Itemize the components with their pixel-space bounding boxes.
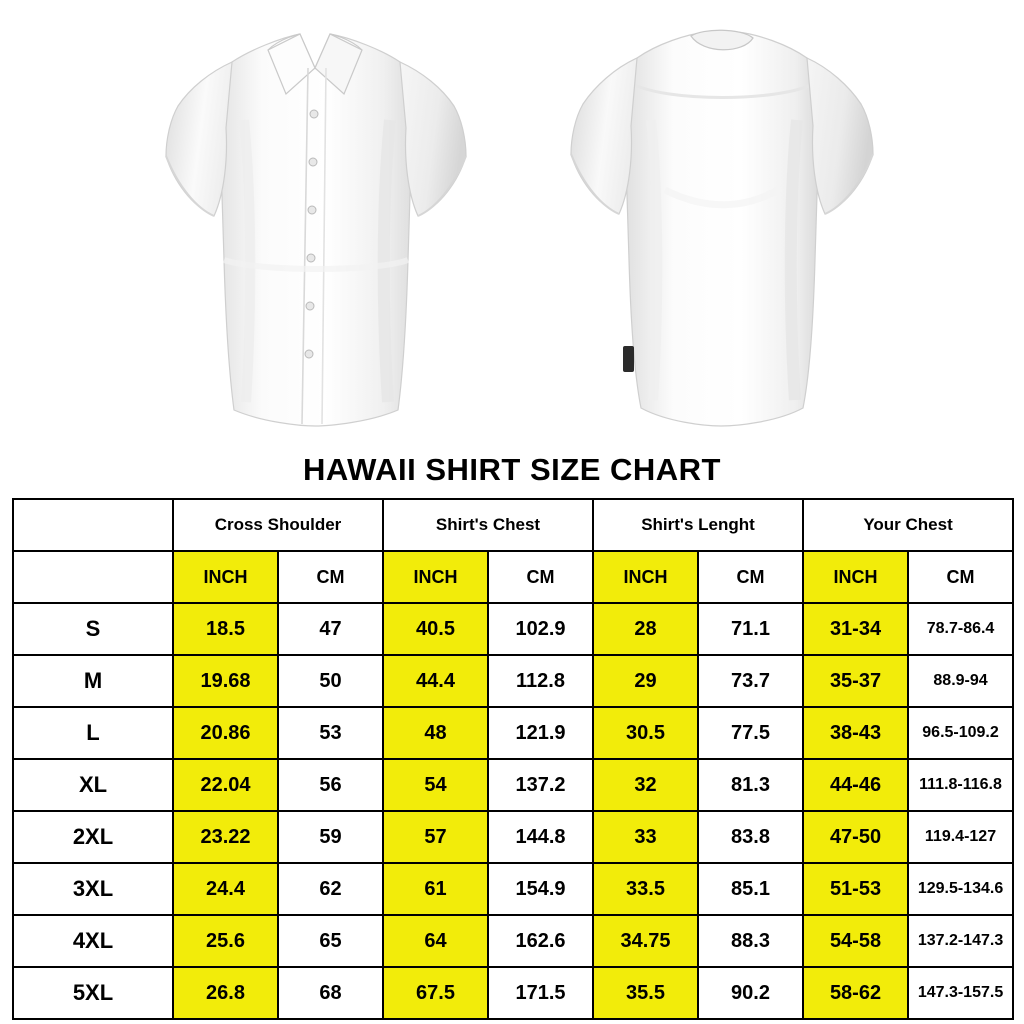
cell-chest-cm: 137.2 xyxy=(488,759,593,811)
table-row xyxy=(13,915,1013,967)
cell-your-chest-inch: 38-43 xyxy=(803,707,908,759)
cell-your-chest-cm: 111.8-116.8 xyxy=(908,759,1013,811)
cell-your-chest-inch: 54-58 xyxy=(803,915,908,967)
cell-your-chest-inch: 58-62 xyxy=(803,967,908,1019)
cell-chest-cm: 112.8 xyxy=(488,655,593,707)
unit-header-row xyxy=(13,551,1013,603)
group-header-your-chest: Your Chest xyxy=(803,499,1013,551)
shirt-front-view xyxy=(140,10,490,445)
cell-cross-shoulder-inch: 25.6 xyxy=(173,915,278,967)
cell-length-inch: 30.5 xyxy=(593,707,698,759)
cell-chest-cm: 102.9 xyxy=(488,603,593,655)
cell-cross-shoulder-inch: 18.5 xyxy=(173,603,278,655)
size-table-container xyxy=(0,498,1024,1020)
cell-cross-shoulder-inch: 22.04 xyxy=(173,759,278,811)
cell-chest-inch: 61 xyxy=(383,863,488,915)
cell-your-chest-inch: 35-37 xyxy=(803,655,908,707)
cell-your-chest-cm: 147.3-157.5 xyxy=(908,967,1013,1019)
cell-chest-inch: 64 xyxy=(383,915,488,967)
cell-length-cm: 77.5 xyxy=(698,707,803,759)
cell-chest-inch: 57 xyxy=(383,811,488,863)
table-row xyxy=(13,811,1013,863)
cell-chest-cm: 162.6 xyxy=(488,915,593,967)
cell-cross-shoulder-cm: 62 xyxy=(278,863,383,915)
corner-cell xyxy=(13,499,173,551)
cell-your-chest-inch: 44-46 xyxy=(803,759,908,811)
cell-cross-shoulder-cm: 65 xyxy=(278,915,383,967)
size-label: L xyxy=(13,707,173,759)
group-header-row xyxy=(13,499,1013,551)
table-row xyxy=(13,707,1013,759)
cell-length-cm: 71.1 xyxy=(698,603,803,655)
size-label: 5XL xyxy=(13,967,173,1019)
table-row xyxy=(13,967,1013,1019)
cell-cross-shoulder-cm: 53 xyxy=(278,707,383,759)
cell-cross-shoulder-inch: 19.68 xyxy=(173,655,278,707)
cell-cross-shoulder-inch: 23.22 xyxy=(173,811,278,863)
size-label: XL xyxy=(13,759,173,811)
cell-length-cm: 88.3 xyxy=(698,915,803,967)
cell-chest-inch: 54 xyxy=(383,759,488,811)
cell-chest-inch: 40.5 xyxy=(383,603,488,655)
cell-your-chest-cm: 137.2-147.3 xyxy=(908,915,1013,967)
unit-header-your-chest-cm: CM xyxy=(908,551,1013,603)
corner-cell-2 xyxy=(13,551,173,603)
cell-cross-shoulder-cm: 47 xyxy=(278,603,383,655)
cell-cross-shoulder-inch: 20.86 xyxy=(173,707,278,759)
table-row xyxy=(13,655,1013,707)
cell-cross-shoulder-cm: 59 xyxy=(278,811,383,863)
cell-chest-inch: 48 xyxy=(383,707,488,759)
unit-header-your-chest-inch: INCH xyxy=(803,551,908,603)
size-label: 3XL xyxy=(13,863,173,915)
cell-cross-shoulder-cm: 50 xyxy=(278,655,383,707)
cell-your-chest-inch: 47-50 xyxy=(803,811,908,863)
cell-length-cm: 90.2 xyxy=(698,967,803,1019)
size-label: M xyxy=(13,655,173,707)
cell-length-inch: 33 xyxy=(593,811,698,863)
unit-header-length-inch: INCH xyxy=(593,551,698,603)
cell-chest-inch: 44.4 xyxy=(383,655,488,707)
cell-your-chest-cm: 78.7-86.4 xyxy=(908,603,1013,655)
page-title: HAWAII SHIRT SIZE CHART xyxy=(303,452,721,487)
cell-your-chest-inch: 51-53 xyxy=(803,863,908,915)
cell-chest-cm: 121.9 xyxy=(488,707,593,759)
cell-length-cm: 81.3 xyxy=(698,759,803,811)
group-header-shirts-lenght: Shirt's Lenght xyxy=(593,499,803,551)
size-chart-table xyxy=(12,498,1014,1020)
cell-chest-cm: 144.8 xyxy=(488,811,593,863)
size-label: 4XL xyxy=(13,915,173,967)
unit-header-length-cm: CM xyxy=(698,551,803,603)
unit-header-chest-cm: CM xyxy=(488,551,593,603)
size-label: 2XL xyxy=(13,811,173,863)
shirt-illustrations xyxy=(0,0,1024,448)
shirt-back-view xyxy=(545,10,895,445)
cell-your-chest-inch: 31-34 xyxy=(803,603,908,655)
cell-length-cm: 83.8 xyxy=(698,811,803,863)
cell-your-chest-cm: 96.5-109.2 xyxy=(908,707,1013,759)
cell-chest-cm: 154.9 xyxy=(488,863,593,915)
cell-length-cm: 73.7 xyxy=(698,655,803,707)
cell-length-inch: 34.75 xyxy=(593,915,698,967)
cell-your-chest-cm: 129.5-134.6 xyxy=(908,863,1013,915)
group-header-cross-shoulder: Cross Shoulder xyxy=(173,499,383,551)
cell-length-inch: 28 xyxy=(593,603,698,655)
cell-length-inch: 29 xyxy=(593,655,698,707)
unit-header-cross-shoulder-cm: CM xyxy=(278,551,383,603)
table-row xyxy=(13,863,1013,915)
cell-length-cm: 85.1 xyxy=(698,863,803,915)
cell-your-chest-cm: 119.4-127 xyxy=(908,811,1013,863)
cell-your-chest-cm: 88.9-94 xyxy=(908,655,1013,707)
unit-header-chest-inch: INCH xyxy=(383,551,488,603)
cell-cross-shoulder-cm: 56 xyxy=(278,759,383,811)
cell-length-inch: 32 xyxy=(593,759,698,811)
cell-cross-shoulder-cm: 68 xyxy=(278,967,383,1019)
table-row xyxy=(13,759,1013,811)
size-label: S xyxy=(13,603,173,655)
cell-chest-cm: 171.5 xyxy=(488,967,593,1019)
cell-cross-shoulder-inch: 24.4 xyxy=(173,863,278,915)
unit-header-cross-shoulder-inch: INCH xyxy=(173,551,278,603)
group-header-shirts-chest: Shirt's Chest xyxy=(383,499,593,551)
cell-cross-shoulder-inch: 26.8 xyxy=(173,967,278,1019)
table-row xyxy=(13,603,1013,655)
cell-chest-inch: 67.5 xyxy=(383,967,488,1019)
cell-length-inch: 35.5 xyxy=(593,967,698,1019)
cell-length-inch: 33.5 xyxy=(593,863,698,915)
